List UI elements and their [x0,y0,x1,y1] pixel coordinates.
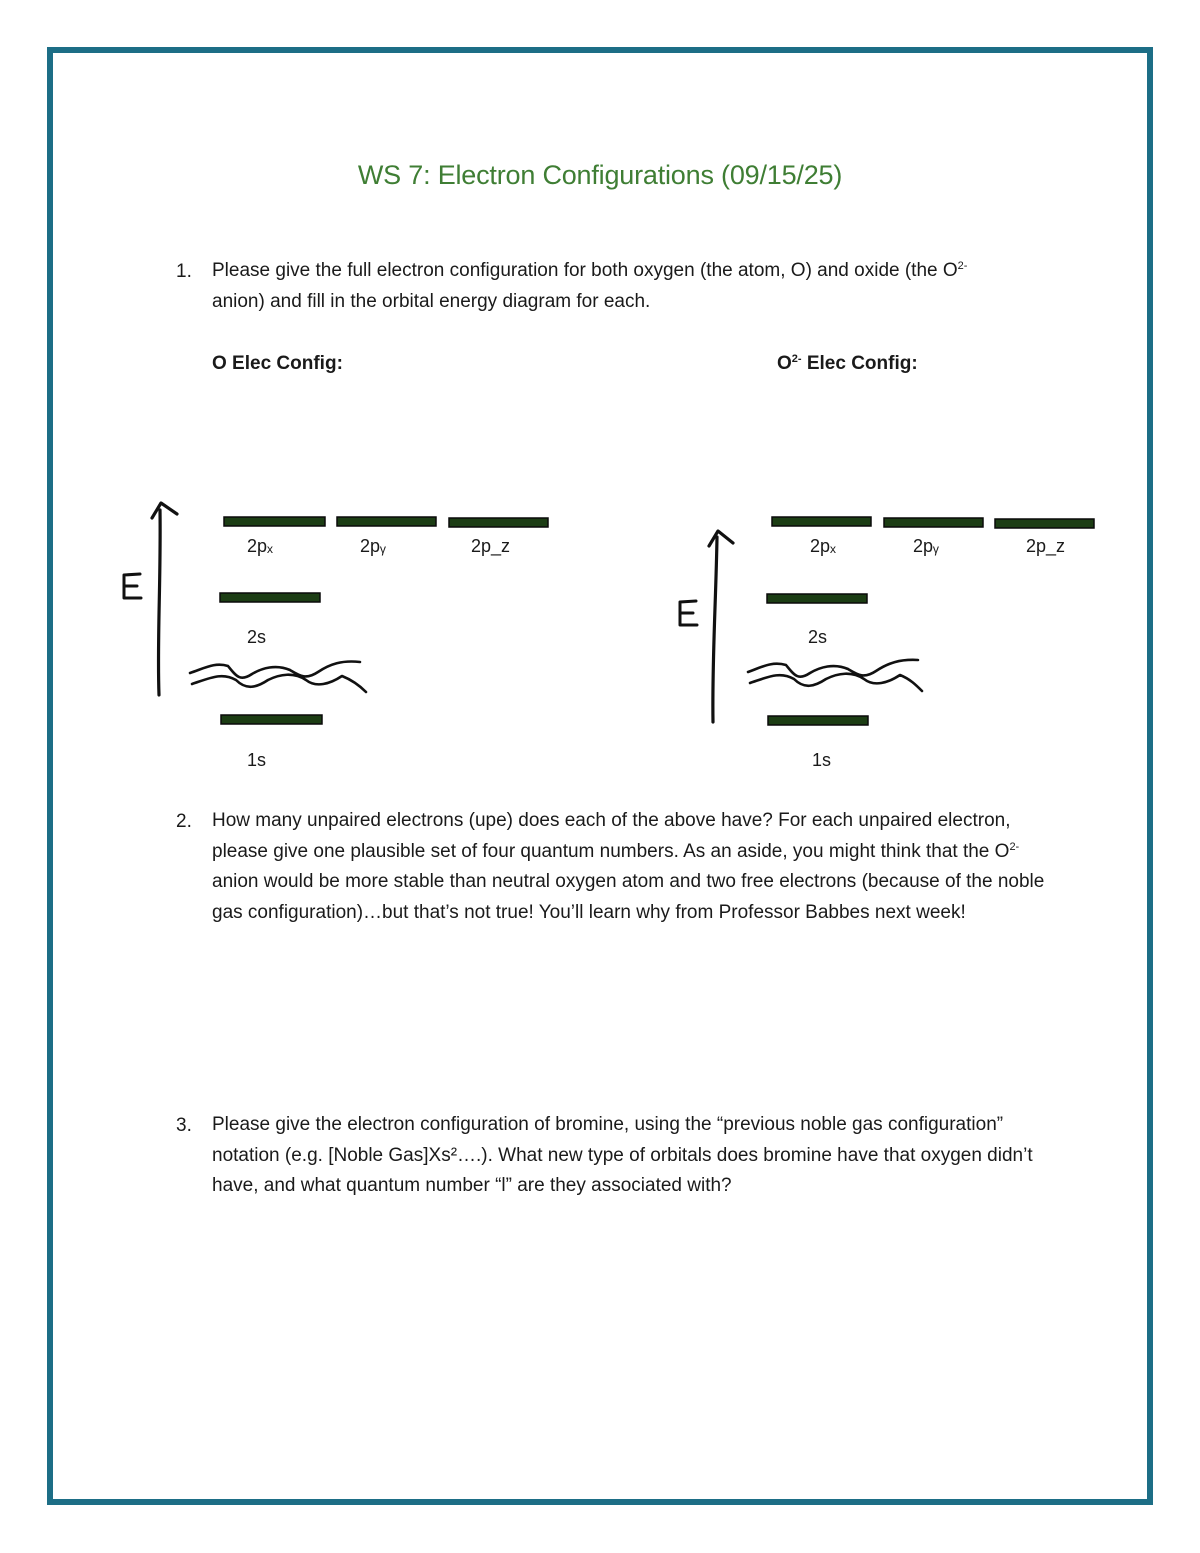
orbital-line-1s-left [221,715,322,724]
energy-axis-arrowhead-left [152,503,177,518]
orbital-line-2s-right [767,594,867,603]
orbital-line-2px-right [772,517,871,526]
orbital-label-1s-right: 1s [812,750,832,770]
question-1-text-a: Please give the full electron configuration for both oxygen (the atom, O) and oxide (the O [212,260,958,281]
energy-letter-e-left [124,574,141,598]
orbital-line-2py-left [337,517,436,526]
break-mark-left [190,661,366,692]
oxide-config-base: O [777,353,792,374]
orbital-label-2pz-left: 2p_z [471,536,511,556]
orbital-line-2pz-right [995,519,1094,528]
break-mark-right [748,660,922,691]
orbital-label-2px-left: 2pₓ [247,536,273,556]
orbital-label-2pz-right: 2p_z [1026,536,1066,556]
orbital-label-2py-right: 2pᵧ [913,536,939,556]
question-2-number: 2. [176,811,192,832]
question-3-number: 3. [176,1115,192,1136]
oxide-config-rest: Elec Config: [801,353,918,374]
question-1-text-b: anion) and fill in the orbital energy diagram for each. [212,290,651,312]
orbital-line-2py-right [884,518,983,527]
question-2-text-a: How many unpaired electrons (upe) does each of the above have? For each unpaired electron, please give one plausible set of four quantum numbers. As an aside, you might think that the O [212,810,1011,862]
energy-axis-arrowhead-right [709,531,733,546]
orbital-line-1s-right [768,716,868,725]
orbital-label-2py-left: 2pᵧ [360,536,386,556]
question-3-text: Please give the electron configuration of bromine, using the “previous noble gas configuration” notation (e.g. [Noble Gas]Xs²….). What new type of orbitals does bromine have that oxygen didn’t have, and what quantum number “l” are they associated with? [212,1114,1033,1197]
question-1-number: 1. [176,261,192,282]
oxygen-config-label: O Elec Config: [212,353,343,374]
energy-axis-arrow-left [158,510,160,695]
question-1-superscript: 2- [957,260,968,272]
orbital-line-2px-left [224,517,325,526]
energy-axis-arrow-right [713,537,717,722]
orbital-label-2px-right: 2pₓ [810,536,836,556]
oxide-config-superscript: 2- [791,353,802,365]
energy-letter-e-right [680,601,697,625]
orbital-line-2pz-left [449,518,548,527]
question-2-text-b: anion would be more stable than neutral oxygen atom and two free electrons (because of the noble gas configuration)…but that’s not true! You’ll learn why from Professor Babbes next week! [212,871,1045,923]
orbital-label-2s-left: 2s [247,627,267,647]
orbital-line-2s-left [220,593,320,602]
question-2-text [212,806,1052,928]
orbital-label-1s-left: 1s [247,750,267,770]
question-2-superscript: 2- [1009,840,1020,853]
orbital-label-2s-right: 2s [808,627,828,647]
worksheet-title: WS 7: Electron Configurations (09/15/25) [357,160,843,190]
